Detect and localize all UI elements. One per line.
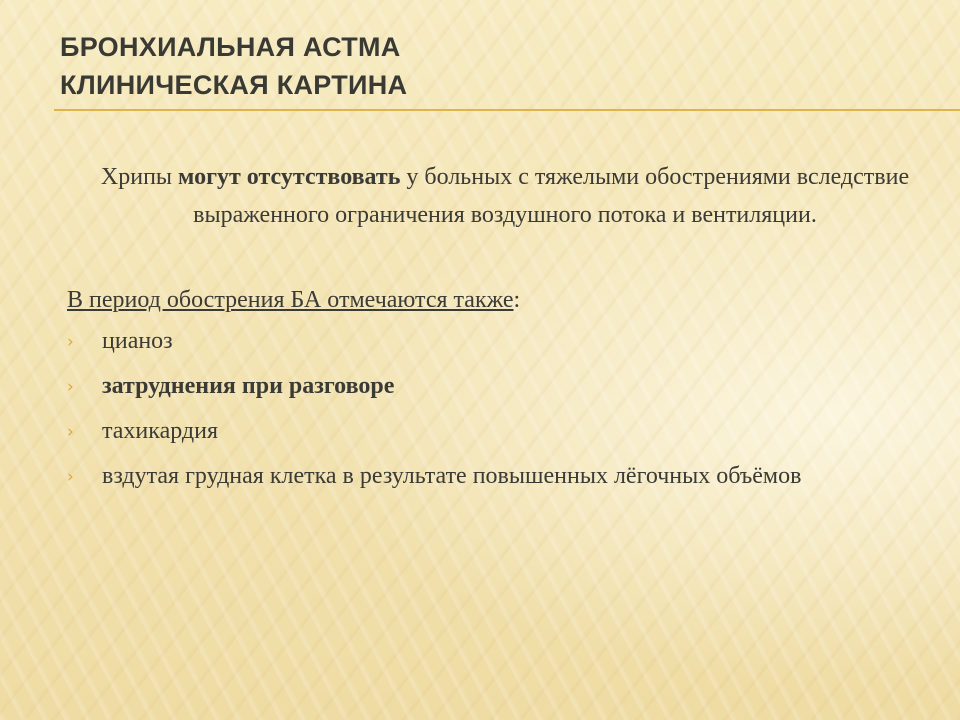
bullet-list: [67, 325, 907, 505]
slide-title-line-2: КЛИНИЧЕСКАЯ КАРТИНА: [60, 70, 408, 100]
intro-text-end: у больных с тяжелыми обострениями вследствие выраженного ограничения воздушного потока и вентиляции.: [193, 164, 910, 228]
intro-text-start: Хрипы: [100, 164, 179, 190]
chevron-bullet-icon: ›: [67, 467, 74, 487]
lead-text: В период обострения БА отмечаются также: [67, 287, 514, 313]
slide-title-line-1: БРОНХИАЛЬНАЯ АСТМА: [60, 32, 401, 62]
chevron-bullet-icon: ›: [67, 422, 74, 442]
intro-emphasis: могут отсутствовать: [178, 164, 401, 190]
title-divider: [54, 109, 960, 111]
lead-colon: :: [513, 287, 521, 313]
list-item-text: вздутая грудная клетка в результате повышенных лёгочных объёмов: [102, 463, 802, 489]
list-item-text: тахикардия: [102, 418, 219, 444]
list-item-text: затруднения при разговоре: [102, 373, 395, 399]
slide-title: [60, 28, 920, 104]
list-item: [67, 415, 907, 448]
list-item: [67, 325, 907, 358]
list-item: [67, 460, 907, 493]
list-item: [67, 370, 907, 403]
list-item-text: цианоз: [102, 328, 173, 354]
lead-line: [67, 282, 520, 318]
chevron-bullet-icon: ›: [67, 332, 74, 352]
chevron-bullet-icon: ›: [67, 377, 74, 397]
intro-paragraph: [100, 158, 910, 234]
